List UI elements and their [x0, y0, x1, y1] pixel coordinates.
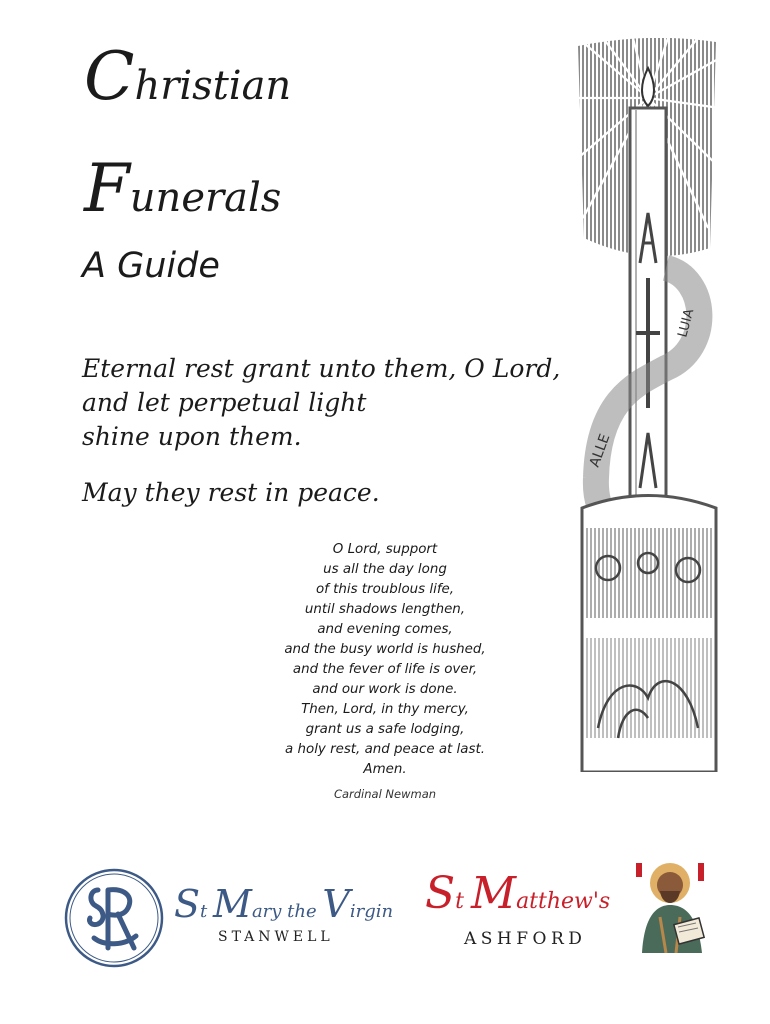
name-part: t [455, 889, 471, 914]
prayer-line: and the fever of life is over, [292, 662, 478, 677]
name-cap: S [174, 882, 201, 926]
name-part: t [200, 901, 214, 922]
name-part: ary the [251, 901, 323, 922]
st-mary-place: STANWELL [218, 929, 334, 945]
prayer-line: and the busy world is hushed, [284, 642, 486, 657]
name-cap: S [425, 868, 456, 919]
name-cap: M [213, 882, 252, 926]
name-cap: V [322, 882, 350, 926]
title-christian [84, 38, 292, 115]
banner-text-right: LUIA [675, 307, 698, 340]
prayer-line: O Lord, support [332, 542, 438, 557]
title-cap-f: F [84, 150, 130, 227]
prayer-line: Then, Lord, in thy mercy, [301, 702, 469, 717]
name-part: irgin [349, 901, 394, 922]
prayer-line: us all the day long [323, 562, 447, 577]
st-matthew-name [425, 868, 610, 919]
banner-text-left: ALLE [586, 431, 614, 470]
paschal-candle-illustration [578, 38, 720, 772]
title-cap-c: C [84, 38, 135, 115]
name-part: atthew's [516, 889, 611, 914]
st-mary-name [174, 882, 393, 926]
verse-line: Eternal rest grant unto them, O Lord, [82, 354, 561, 383]
prayer-line: a holy rest, and peace at last. [285, 742, 485, 757]
title-rest-christian: hristian [134, 63, 292, 109]
prayer-line: Amen. [363, 762, 407, 777]
prayer-line: and evening comes, [317, 622, 453, 637]
st-matthew-place: ASHFORD [464, 929, 587, 949]
verse-closing: May they rest in peace. [82, 478, 380, 507]
title-funerals [84, 150, 282, 227]
prayer-block [238, 540, 532, 780]
st-matthew-icon-image [632, 857, 710, 953]
stand-ornament-lower [586, 638, 712, 738]
verse-line: shine upon them. [82, 422, 302, 451]
attribution: Cardinal Newman [333, 787, 437, 801]
prayer-line: grant us a safe lodging, [305, 722, 465, 737]
title-rest-funerals: unerals [129, 175, 282, 221]
st-mary-emblem-icon [64, 868, 164, 968]
verse-block [82, 352, 560, 454]
name-cap: M [471, 868, 517, 919]
verse-line: and let perpetual light [82, 388, 367, 417]
subtitle: A Guide [82, 246, 220, 286]
prayer-line: and our work is done. [312, 682, 458, 697]
prayer-line: until shadows lengthen, [304, 602, 466, 617]
prayer-line: of this troublous life, [315, 582, 455, 597]
